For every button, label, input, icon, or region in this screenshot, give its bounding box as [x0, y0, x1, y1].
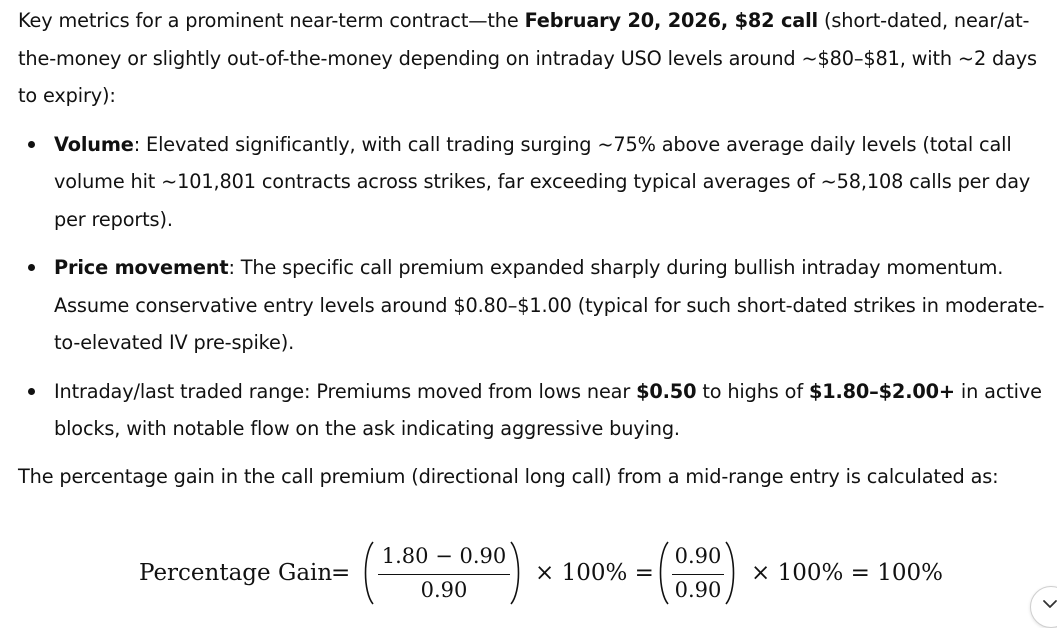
bullet-dot-icon [28, 388, 35, 395]
fraction-2-denominator: 0.90 [674, 578, 722, 602]
right-paren-icon [723, 540, 739, 606]
intro-suffix: (short-dated, near/at-the-money or slightly out-of-the-money depending on intraday USO levels around ~$80–$81, with ~2 days to expiry): [18, 9, 1037, 107]
bullet-dot-icon [28, 264, 35, 271]
fraction-1-numerator: 1.80 − 0.90 [381, 544, 507, 568]
range-high: $1.80–$2.00+ [808, 379, 955, 403]
contract-name: February 20, 2026, $82 call [524, 9, 819, 32]
bullet-text: to highs of [696, 379, 809, 403]
left-paren-icon [360, 540, 376, 606]
bullet-label: Price movement [54, 256, 229, 279]
percentage-gain-formula [0, 538, 1057, 610]
fraction-1-denominator: 0.90 [420, 578, 468, 602]
fraction-2-numerator: 0.90 [674, 544, 722, 568]
fraction-2-bar [672, 574, 724, 575]
formula-lhs: Percentage Gain [139, 560, 333, 586]
metrics-list [18, 126, 1054, 448]
list-item-price-movement [18, 249, 1054, 362]
bullet-text: : The specific call premium expanded sharply during bullish intraday momentum. Assume conservative entry levels around $0.80–$1.00 (typical for such short-dated strikes in moderate-to-elevated IV pre-spike). [54, 256, 1045, 354]
bullet-label: Volume [54, 132, 134, 156]
list-item-intraday-range [18, 373, 1054, 448]
range-low: $0.50 [636, 379, 697, 403]
message-content [18, 0, 1054, 495]
list-item-volume [18, 126, 1054, 239]
outro-paragraph: The percentage gain in the call premium (directional long call) from a mid-range entry is calculated as: [18, 464, 999, 488]
bullet-text: : Elevated significantly, with call trading surging ~75% above average daily levels (total call volume hit ~101,801 contracts across strikes, far exceeding typical averages of ~58,108 calls per day per reports). [54, 132, 1031, 231]
fraction-1-bar [378, 574, 510, 575]
formula-equals: = [331, 560, 351, 586]
chevron-down-icon [1042, 599, 1057, 609]
bullet-dot-icon [28, 141, 35, 148]
bullet-text: in active blocks, with notable flow on the ask indicating aggressive buying. [54, 379, 1042, 440]
intro-prefix: Key metrics for a prominent near-term contract—the [18, 9, 525, 32]
bullet-text: Intraday/last traded range: Premiums moved from lows near [54, 379, 637, 403]
formula-result: × 100% = 100% [751, 560, 943, 586]
left-paren-icon [655, 540, 671, 606]
intro-paragraph [18, 0, 1054, 115]
right-paren-icon [508, 540, 524, 606]
formula-times-1: × 100% = [535, 560, 654, 586]
